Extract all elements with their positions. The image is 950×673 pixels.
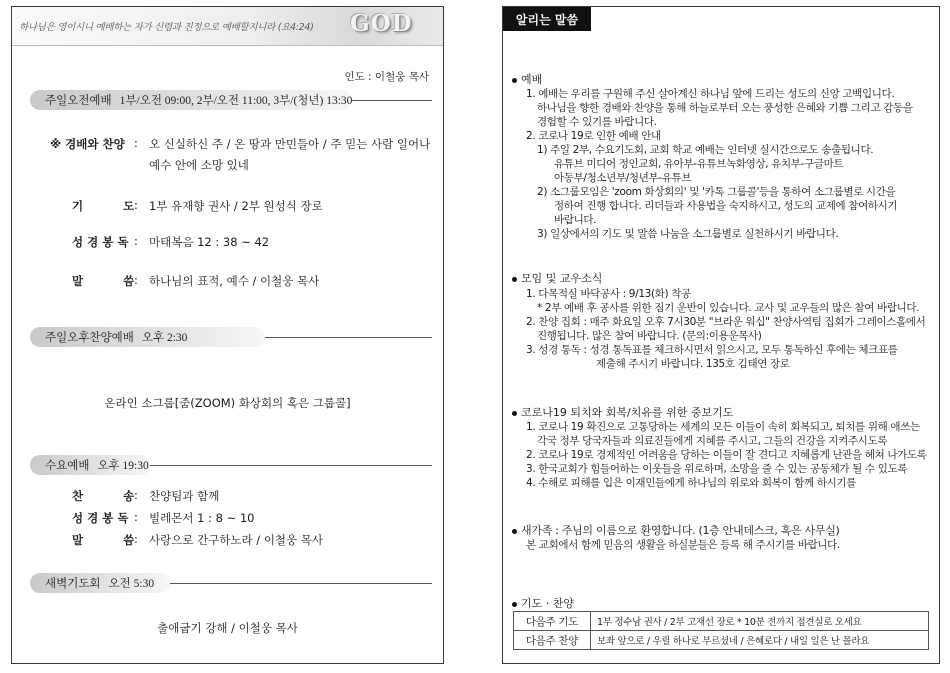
announcement-line: 하나님을 향한 경배와 찬양을 통해 하늘로부터 오는 풍성한 은혜와 기쁨 그리고 감동을 xyxy=(537,102,913,114)
section-heading-worship: 예배 xyxy=(512,71,542,87)
section-bar-sunday-morning xyxy=(30,90,352,110)
item-text: 하나님의 표적, 예수 / 이철웅 목사 xyxy=(149,274,320,288)
section-title: 주일오후찬양예배 xyxy=(45,330,134,344)
section-heading-news: 모임 및 교우소식 xyxy=(512,270,602,286)
item-colon: : xyxy=(134,488,138,502)
item-text: 사랑으로 간구하노라 / 이철웅 목사 xyxy=(149,533,324,547)
announcement-line: 2) 소그룹모임은 'zoom 화상회의' 및 '카톡 그룹콜'등을 통하여 소그룹별로 시간을 xyxy=(537,186,896,198)
table-cell-value: 1부 정수남 권사 / 2부 고재선 장로 * 10분 전까지 접견실로 오세요 xyxy=(591,612,929,631)
item-colon: : xyxy=(134,273,138,287)
section-time: 1부/오전 09:00, 2부/오전 11:00, 3부/(청년) 13:30 xyxy=(119,95,353,107)
announcement-line: 유튜브 미디어 정인교회, 유아부-유튜브녹화영상, 유치부-구글마트 xyxy=(554,158,844,170)
afternoon-online-note: 온라인 소그룹[줌(ZOOM) 화상회의 혹은 그룹콜] xyxy=(104,396,351,410)
section-heading-prayer-praise: 기도 · 찬양 xyxy=(512,595,574,611)
section-heading-prayer: 코로나19 퇴치와 회복/치유를 위한 중보기도 xyxy=(512,404,733,420)
worship-leader: 인도 : 이철웅 목사 xyxy=(344,71,429,83)
item-label: 성 경 봉 독 xyxy=(72,511,129,525)
section-heading-newcomers: 새가족 : 주님의 이름으로 환영합니다. (1층 안내데스크, 혹은 사무실) xyxy=(512,522,840,538)
divider-line xyxy=(170,583,432,584)
item-text: 1부 유재향 권사 / 2부 원성식 장로 xyxy=(149,199,323,213)
announcements-panel xyxy=(502,6,940,664)
announcement-line: 3. 성경 통독 : 성경 통독표를 체크하시면서 읽으시고, 모두 통독하신 후에는 체크표를 xyxy=(526,344,898,356)
announcement-line: 정하여 진행 합니다. 리더들과 사용법을 숙지하시고, 성도의 교제에 참여하시기 xyxy=(554,200,898,212)
announcement-line: 진행됩니다. 많은 참여 바랍니다. (문의:이용운목사) xyxy=(537,330,762,342)
section-bar-dawn-prayer xyxy=(30,573,170,593)
item-colon: : xyxy=(134,198,138,212)
item-text: 오 신실하신 주 / 온 땅과 만민들아 / 주 믿는 사람 일어나 xyxy=(149,137,431,151)
section-time: 오후 19:30 xyxy=(97,460,149,472)
section-time: 오후 2:30 xyxy=(141,332,188,344)
section-bar-sunday-afternoon xyxy=(30,327,265,347)
announcement-line: * 2부 예배 후 공사를 위한 짐기 운반이 있습니다. 교사 및 교우들의 많은 참여 바랍니다. xyxy=(537,302,920,314)
announcement-line: 2. 코로나 19로 인한 예배 안내 xyxy=(526,130,661,142)
announcement-line: 아동부/청소년부/청년부-유튜브 xyxy=(554,172,692,184)
announcements-title: 알리는 말씀 xyxy=(503,7,591,31)
scripture-verse: 하나님은 영이시니 예배하는 자가 신령과 진정으로 예배할지니라 (요4:24) xyxy=(19,22,314,33)
item-label: 기 도 xyxy=(72,199,135,213)
item-label: 말 씀 xyxy=(72,274,135,288)
item-text: 빌레몬서 1 : 8 ~ 10 xyxy=(149,511,255,525)
section-time: 오전 5:30 xyxy=(108,578,155,590)
table-cell-key: 다음주 찬양 xyxy=(514,631,591,650)
item-colon: : xyxy=(134,532,138,546)
announcement-line: 1. 코로나 19 확진으로 고통당하는 세계의 모든 이들이 속히 회복되고, 퇴치를 위해 애쓰는 xyxy=(526,421,920,433)
item-colon: : xyxy=(134,136,138,150)
prayer-praise-table xyxy=(513,611,929,650)
announcement-line: 3) 일상에서의 기도 및 말씀 나눔을 소그룹별로 실천하시기 바랍니다. xyxy=(537,228,839,240)
divider-line xyxy=(352,100,432,101)
section-title: 주일오전예배 xyxy=(45,93,112,107)
item-label: 찬 송 xyxy=(72,489,135,503)
bullet-icon xyxy=(512,277,517,282)
announcement-line: 2. 코로나 19로 경제적인 어려움을 당하는 이들이 잘 견디고 지혜롭게 난관을 헤쳐 나가도록 xyxy=(526,449,927,461)
section-title: 새벽기도회 xyxy=(45,576,101,590)
divider-line xyxy=(265,337,432,338)
item-label: 성 경 봉 독 xyxy=(72,235,129,249)
section-title: 수요예배 xyxy=(45,458,90,472)
table-row xyxy=(514,612,929,631)
bullet-icon xyxy=(512,602,517,607)
announcement-line: 1) 주일 2부, 수요기도회, 교회 학교 예배는 인터넷 실시간으로도 송출됩니다. xyxy=(537,144,874,156)
announcement-line: 본 교회에서 함께 믿음의 생활을 하실분들은 등록 해 주시기를 바랍니다. xyxy=(526,539,840,551)
announcement-line: 4. 수해로 피해를 입은 이재민들에게 하나님의 위로와 회복이 함께 하시기를 xyxy=(526,477,856,489)
table-row xyxy=(514,631,929,650)
table-cell-value: 보좌 앞으로 / 우릴 하나로 부르셨네 / 은혜로다 / 내일 일은 난 몰라요 xyxy=(591,631,929,650)
table-cell-key: 다음주 기도 xyxy=(514,612,591,631)
item-label: 말 씀 xyxy=(72,533,135,547)
announcement-line: 1. 다목적실 바닥공사 : 9/13(화) 착공 xyxy=(526,288,691,300)
announcement-line: 바랍니다. xyxy=(554,214,597,226)
panel-header-banner xyxy=(12,7,443,46)
divider-line xyxy=(150,465,432,466)
bullet-icon xyxy=(512,411,517,416)
announcement-line: 경험할 수 있기를 바랍니다. xyxy=(537,116,657,128)
item-text: 마태복음 12 : 38 ~ 42 xyxy=(149,235,270,249)
announcement-line: 2. 찬양 집회 : 매주 화요일 오후 7시30분 "브라운 워십" 찬양사역팀 집회가 그레이스홀에서 xyxy=(526,316,926,328)
announcement-line: 1. 예배는 우리를 구원해 주신 살아계신 하나님 앞에 드리는 성도의 신앙 고백입니다. xyxy=(526,88,895,100)
announcement-line: 제출해 주시기 바랍니다. 135호 김태연 장로 xyxy=(596,358,790,370)
dawn-sermon: 출애굽기 강해 / 이철웅 목사 xyxy=(157,621,298,635)
section-bar-wednesday xyxy=(30,455,150,475)
bullet-icon xyxy=(512,529,517,534)
bullet-icon xyxy=(512,78,517,83)
item-label: ※ 경배와 찬양 xyxy=(50,137,125,151)
item-text: 찬양팀과 함께 xyxy=(149,489,220,503)
announcement-line: 각국 정부 당국자들과 의료진들에게 지혜를 주시고, 그들의 건강을 지켜주시도록 xyxy=(537,435,888,447)
item-colon: : xyxy=(134,234,138,248)
item-colon: : xyxy=(134,510,138,524)
item-text: 예수 안에 소망 있네 xyxy=(149,158,249,172)
announcement-line: 3. 한국교회가 힘들어하는 이웃들을 위로하며, 소망을 줄 수 있는 공동체가 될 수 있도록 xyxy=(526,463,908,475)
god-logo: GOD xyxy=(350,10,413,37)
worship-order-panel xyxy=(11,6,444,664)
